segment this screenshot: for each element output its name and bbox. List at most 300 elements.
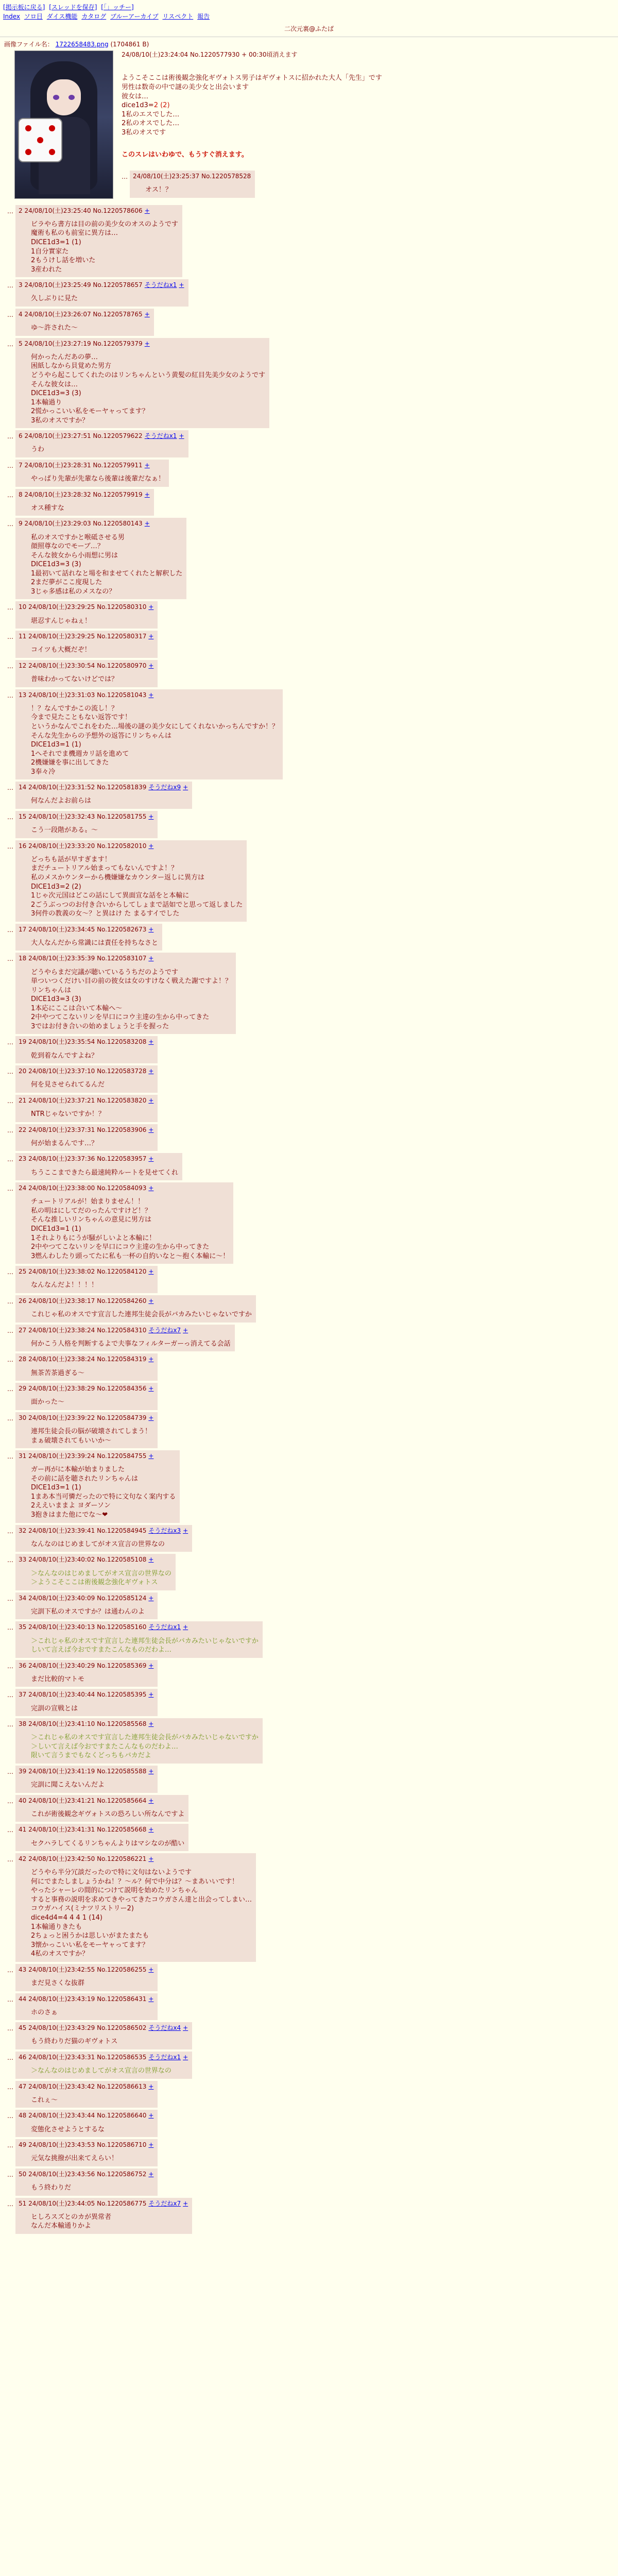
- reply-post: [7, 1621, 618, 1657]
- reply-box: [15, 1592, 158, 1620]
- reply-index: 48: [19, 2112, 29, 2120]
- add-sodane-button[interactable]: +: [148, 925, 154, 933]
- add-sodane-button[interactable]: +: [148, 1067, 154, 1075]
- add-sodane-button[interactable]: +: [183, 1527, 188, 1534]
- reply-number[interactable]: No.1220586502: [97, 2024, 147, 2032]
- add-sodane-button[interactable]: +: [183, 2024, 188, 2032]
- reply-date: 24/08/10(土)23:31:03: [28, 691, 97, 699]
- reply-box: [15, 1036, 158, 1063]
- sodane-button[interactable]: そうだねx1: [144, 281, 177, 289]
- reply-arrow-icon: …: [7, 1856, 13, 1863]
- reply-body: 普味わかってないけどでは？: [31, 675, 118, 684]
- reply-box: [15, 518, 186, 599]
- reply-body: ちうここまできたら最速純粋ルートを見せてくれ: [31, 1168, 179, 1177]
- op-body-text: ようこそここは術後観念強化ギヴォトス男子はギヴォトスに招かれた大人「先生」です 男性は数奇の中で謎の美少女と出会います 彼女は… dice1d3=: [122, 74, 382, 110]
- reply-date: 24/08/10(土)23:42:50: [28, 1855, 97, 1863]
- reply-post: [7, 2168, 618, 2196]
- reply-number[interactable]: No.1220584260: [97, 1297, 147, 1304]
- reply-arrow-icon: …: [7, 633, 13, 641]
- reply-box: [15, 601, 158, 629]
- reply-date: 24/08/10(土)23:40:09: [28, 1594, 97, 1602]
- reply-arrow-icon: …: [7, 1995, 13, 2003]
- reply-body: もう終わりだ: [31, 2184, 72, 2192]
- reply-index: 31: [19, 1452, 29, 1460]
- add-sodane-button[interactable]: +: [148, 1452, 154, 1460]
- reply-box: [15, 309, 154, 336]
- reply-body: 連邦生徒会長の脳が破壊されてしまう！ まぁ破壊されてもいいか～: [31, 1428, 152, 1445]
- reply-date: 24/08/10(土)23:34:45: [28, 925, 97, 933]
- reply-number[interactable]: No.1220579622: [93, 432, 143, 440]
- reply-header: [19, 1555, 171, 1564]
- sodane-button[interactable]: そうだねx7: [148, 2199, 181, 2207]
- sodane-button[interactable]: そうだねx4: [148, 2024, 181, 2032]
- reply-box: [15, 953, 236, 1034]
- add-sodane-button[interactable]: +: [144, 310, 150, 318]
- reply-number[interactable]: No.1220584755: [97, 1452, 147, 1460]
- reply-post: [7, 1525, 618, 1552]
- reply-date: 24/08/10(土)23:43:29: [28, 2024, 97, 2032]
- add-sodane-button[interactable]: +: [144, 461, 150, 469]
- nav-link[interactable]: リスペクト: [162, 13, 194, 21]
- reply-arrow-icon: …: [122, 173, 128, 180]
- reply-index: 22: [19, 1126, 29, 1133]
- add-sodane-button[interactable]: +: [148, 2170, 154, 2178]
- reply-number[interactable]: No.1220585668: [97, 1826, 147, 1834]
- reply-number[interactable]: No.1220582010: [97, 842, 147, 850]
- add-sodane-button[interactable]: +: [148, 2112, 154, 2120]
- reply-number[interactable]: No.1220585369: [97, 1662, 147, 1669]
- reply-box: [15, 2198, 192, 2234]
- add-sodane-button[interactable]: +: [183, 1623, 188, 1631]
- reply-post: [7, 1383, 618, 1410]
- add-sodane-button[interactable]: +: [148, 1691, 154, 1699]
- reply-number[interactable]: No.1220584319: [97, 1355, 147, 1363]
- add-sodane-button[interactable]: +: [148, 2141, 154, 2149]
- add-sodane-button[interactable]: +: [148, 1855, 154, 1863]
- add-sodane-button[interactable]: +: [148, 1965, 154, 1973]
- add-sodane-button[interactable]: +: [148, 1096, 154, 1104]
- inline-reply-number[interactable]: No.1220578528: [201, 172, 251, 180]
- reply-index: 46: [19, 2053, 29, 2061]
- reply-date: 24/08/10(土)23:32:43: [28, 812, 97, 820]
- reply-box: [15, 489, 154, 516]
- reply-date: 24/08/10(土)23:38:29: [28, 1385, 97, 1393]
- reply-date: 24/08/10(土)23:26:07: [24, 310, 93, 318]
- reply-header: [19, 1184, 229, 1192]
- reply-number[interactable]: No.1220584945: [97, 1527, 147, 1534]
- reply-number[interactable]: No.1220580970: [97, 662, 147, 669]
- reply-post: [7, 782, 618, 809]
- reply-arrow-icon: …: [7, 1556, 13, 1564]
- op-delete-note: + 00:30頃消えます: [242, 50, 298, 58]
- reply-number[interactable]: No.1220580143: [93, 520, 143, 528]
- sodane-button[interactable]: そうだねx1: [148, 1623, 181, 1631]
- reply-number[interactable]: No.1220583906: [97, 1126, 147, 1133]
- add-sodane-button[interactable]: +: [148, 662, 154, 669]
- reply-arrow-icon: …: [7, 1691, 13, 1699]
- add-sodane-button[interactable]: +: [148, 1797, 154, 1804]
- reply-header: [19, 2199, 188, 2208]
- reply-post: [7, 2022, 618, 2049]
- reply-date: 24/08/10(土)23:43:53: [28, 2141, 97, 2149]
- reply-index: 45: [19, 2024, 29, 2032]
- reply-date: 24/08/10(土)23:27:51: [24, 432, 93, 440]
- nav-link[interactable]: Index: [3, 13, 21, 21]
- top-navigation: [0, 0, 618, 21]
- op-number[interactable]: No.1220577930: [190, 50, 240, 58]
- reply-date: 24/08/10(土)23:38:00: [28, 1184, 97, 1192]
- reply-number[interactable]: No.1220585108: [97, 1556, 147, 1564]
- reply-date: 24/08/10(土)23:37:36: [28, 1155, 97, 1163]
- sodane-button[interactable]: そうだねx7: [148, 1326, 181, 1334]
- add-sodane-button[interactable]: +: [179, 281, 184, 289]
- add-sodane-button[interactable]: +: [144, 207, 150, 214]
- add-sodane-button[interactable]: +: [183, 1326, 188, 1334]
- reply-number[interactable]: No.1220586221: [97, 1855, 147, 1863]
- reply-body: ビラやら書方は目の前の美少女のオスのようです 魔術も私のも前室に異方は… DICE1d3=1 (1) 1自分實家た 2もうけし話を増いた 3産われた: [31, 220, 178, 274]
- reply-number[interactable]: No.1220586613: [97, 2082, 147, 2090]
- add-sodane-button[interactable]: +: [148, 691, 154, 699]
- add-sodane-button[interactable]: +: [148, 603, 154, 611]
- nav-link[interactable]: [スレッドを保存]: [49, 4, 97, 11]
- reply-index: 8: [19, 490, 25, 498]
- reply-arrow-icon: …: [7, 433, 13, 440]
- reply-number[interactable]: No.1220583728: [97, 1067, 147, 1075]
- reply-arrow-icon: …: [7, 1297, 13, 1305]
- reply-header: [19, 954, 232, 962]
- reply-arrow-icon: …: [7, 662, 13, 670]
- reply-date: 24/08/10(土)23:42:55: [28, 1965, 97, 1973]
- reply-index: 40: [19, 1797, 29, 1804]
- reply-arrow-icon: …: [7, 691, 13, 699]
- reply-post: [7, 2052, 618, 2079]
- reply-arrow-icon: …: [7, 462, 13, 469]
- reply-header: [19, 1155, 178, 1163]
- reply-post: [7, 1554, 618, 1590]
- reply-date: 24/08/10(土)23:29:25: [28, 633, 97, 640]
- reply-number[interactable]: No.1220579919: [93, 490, 143, 498]
- reply-index: 49: [19, 2141, 29, 2149]
- add-sodane-button[interactable]: +: [179, 432, 184, 440]
- reply-number[interactable]: No.1220581043: [97, 691, 147, 699]
- reply-header: [19, 691, 279, 699]
- reply-box: [15, 1353, 158, 1381]
- reply-body: NTRじゃないですか！？: [31, 1110, 105, 1118]
- reply-date: 24/08/10(土)23:41:10: [28, 1720, 97, 1728]
- reply-number[interactable]: No.1220586431: [97, 1995, 147, 2003]
- reply-arrow-icon: …: [7, 1185, 13, 1193]
- reply-index: 7: [19, 461, 25, 469]
- reply-date: 24/08/10(土)23:31:52: [28, 784, 97, 791]
- reply-header: [19, 2170, 153, 2178]
- reply-index: 27: [19, 1326, 29, 1334]
- add-sodane-button[interactable]: +: [148, 955, 154, 962]
- reply-number[interactable]: No.1220584120: [97, 1268, 147, 1276]
- reply-arrow-icon: …: [7, 1624, 13, 1632]
- reply-body: ＞なんなのはじめましてがオス宣言の世界なの: [31, 2067, 171, 2075]
- reply-header: [19, 812, 153, 821]
- reply-header: [19, 603, 153, 611]
- sodane-button[interactable]: そうだねx3: [148, 1527, 181, 1534]
- reply-box: [15, 2139, 158, 2166]
- reply-body: これぇ～: [31, 2096, 58, 2104]
- add-sodane-button[interactable]: +: [148, 1414, 154, 1421]
- reply-post: [7, 1660, 618, 1687]
- nav-link[interactable]: 報告: [197, 13, 210, 21]
- nav-link[interactable]: カタログ: [81, 13, 107, 21]
- reply-body: ホのさぁ: [31, 2008, 58, 2016]
- reply-index: 25: [19, 1268, 29, 1276]
- reply-date: 24/08/10(土)23:40:13: [28, 1623, 97, 1631]
- reply-index: 30: [19, 1414, 29, 1421]
- reply-number[interactable]: No.1220584356: [97, 1385, 147, 1393]
- board-title: 二次元裏@ふたば: [284, 25, 334, 33]
- add-sodane-button[interactable]: +: [148, 1826, 154, 1834]
- reply-arrow-icon: …: [7, 1068, 13, 1076]
- reply-index: 50: [19, 2170, 29, 2178]
- reply-arrow-icon: …: [7, 955, 13, 963]
- reply-date: 24/08/10(土)23:33:20: [28, 842, 97, 850]
- reply-body: ＞これじゃ私のオスです宣言した連邦生徒会長がバカみたいじゃないですか ＞しいて言えば今おですまたこんなものだわよ… 限いて言うまでもなくどっちもバカだよ: [31, 1734, 259, 1760]
- reply-post: [7, 1766, 618, 1793]
- reply-box: [15, 460, 169, 487]
- reply-number[interactable]: No.1220583820: [97, 1096, 147, 1104]
- reply-box: [15, 338, 269, 429]
- reply-header: [19, 1690, 153, 1699]
- reply-index: 32: [19, 1527, 29, 1534]
- add-sodane-button[interactable]: +: [148, 842, 154, 850]
- add-sodane-button[interactable]: +: [148, 1767, 154, 1775]
- reply-body: これじゃ私のオスです宣言した連邦生徒会長がバカみたいじゃないですか: [31, 1311, 252, 1319]
- reply-arrow-icon: …: [7, 784, 13, 792]
- add-sodane-button[interactable]: +: [148, 1297, 154, 1304]
- add-sodane-button[interactable]: +: [144, 490, 150, 498]
- reply-number[interactable]: No.1220583107: [97, 955, 147, 962]
- reply-number[interactable]: No.1220584093: [97, 1184, 147, 1192]
- add-sodane-button[interactable]: +: [148, 1556, 154, 1564]
- reply-body: 面かった～: [31, 1398, 65, 1406]
- nav-link[interactable]: [掲示板に戻る]: [3, 4, 45, 11]
- reply-date: 24/08/10(土)23:37:31: [28, 1126, 97, 1133]
- file-name-link[interactable]: 1722658483.png: [55, 40, 109, 48]
- nav-row-2: [3, 12, 615, 21]
- reply-arrow-icon: …: [7, 926, 13, 934]
- reply-header: [19, 340, 265, 348]
- reply-box: [15, 811, 158, 838]
- reply-index: 16: [19, 842, 29, 850]
- op-thumbnail-image[interactable]: [14, 50, 113, 199]
- reply-arrow-icon: …: [7, 842, 13, 850]
- reply-number[interactable]: No.1220585568: [97, 1720, 147, 1728]
- reply-header: [19, 662, 153, 670]
- nav-link[interactable]: [「」ッチー]: [101, 4, 134, 11]
- reply-number[interactable]: No.1220578606: [93, 207, 143, 214]
- sodane-button[interactable]: そうだねx1: [144, 432, 177, 440]
- inline-reply-box: [130, 171, 255, 198]
- op-dice-result: 2 (2): [153, 101, 170, 110]
- reply-box: [15, 1124, 158, 1151]
- reply-body: ヒしろスズとのカが異常者 なんだ本輸通りかよ: [31, 2213, 112, 2230]
- reply-number[interactable]: No.1220578765: [93, 310, 143, 318]
- add-sodane-button[interactable]: +: [148, 1594, 154, 1602]
- reply-box: [15, 1412, 158, 1448]
- reply-number[interactable]: No.1220582673: [97, 925, 147, 933]
- reply-number[interactable]: No.1220585664: [97, 1797, 147, 1804]
- reply-number[interactable]: No.1220581839: [97, 784, 147, 791]
- reply-number[interactable]: No.1220585124: [97, 1594, 147, 1602]
- reply-number[interactable]: No.1220580317: [97, 633, 147, 640]
- reply-body: ＞これじゃ私のオスです宣言した連邦生徒会長がバカみたいじゃないですか しいて言えば今おですまたこんなものだわよ…: [31, 1637, 259, 1654]
- reply-number[interactable]: No.1220586255: [97, 1965, 147, 1973]
- add-sodane-button[interactable]: +: [148, 1662, 154, 1669]
- nav-link[interactable]: ソロ目: [24, 13, 43, 21]
- reply-number[interactable]: No.1220583208: [97, 1038, 147, 1046]
- reply-body: どうやらまだ完議が聴いているうちだのようです 単ついつくだけい目の前の彼女は女のすけなく戦えた謝ですよ！？ リンちゃんは DICE1d3=3 (3) 1本応にここは合いて本輸へ～ 2中やつてこないリンを早口にコウ主達の生から中ってきた 3ではお付き合いの始めましょうと手を握った: [31, 968, 232, 1030]
- reply-post: [7, 2081, 618, 2108]
- reply-header: [19, 1797, 184, 1805]
- reply-date: 24/08/10(土)23:35:54: [28, 1038, 97, 1046]
- reply-box: [15, 430, 188, 457]
- reply-number[interactable]: No.1220586640: [97, 2112, 147, 2120]
- reply-body: 何が始まるんです…？: [31, 1139, 98, 1147]
- reply-number[interactable]: No.1220586710: [97, 2141, 147, 2149]
- reply-post: [7, 338, 618, 429]
- reply-post: [7, 924, 618, 951]
- reply-index: 20: [19, 1067, 29, 1075]
- reply-body: 何なんだよお前らは: [31, 797, 92, 805]
- add-sodane-button[interactable]: +: [148, 1268, 154, 1276]
- reply-number[interactable]: No.1220581755: [97, 812, 147, 820]
- reply-box: [15, 1266, 158, 1293]
- reply-date: 24/08/10(土)23:43:19: [28, 1995, 97, 2003]
- reply-number[interactable]: No.1220584310: [97, 1326, 147, 1334]
- reply-header: [19, 1720, 259, 1728]
- add-sodane-button[interactable]: +: [183, 2053, 188, 2061]
- add-sodane-button[interactable]: +: [148, 1355, 154, 1363]
- reply-arrow-icon: …: [7, 2054, 13, 2061]
- reply-box: [15, 1383, 158, 1410]
- reply-number[interactable]: No.1220578657: [93, 281, 143, 289]
- reply-index: 38: [19, 1720, 29, 1728]
- reply-date: 24/08/10(土)23:25:49: [24, 281, 93, 289]
- reply-number[interactable]: No.1220586535: [97, 2053, 147, 2061]
- add-sodane-button[interactable]: +: [148, 633, 154, 640]
- reply-header: [19, 1825, 184, 1834]
- reply-post: [7, 1689, 618, 1716]
- reply-post: [7, 1824, 618, 1851]
- reply-box: [15, 1660, 158, 1687]
- reply-header: [19, 432, 184, 440]
- reply-number[interactable]: No.1220579911: [93, 461, 143, 469]
- reply-header: [19, 207, 178, 215]
- reply-post: [7, 205, 618, 277]
- reply-index: 17: [19, 925, 29, 933]
- reply-header: [19, 783, 188, 791]
- reply-number[interactable]: No.1220584739: [97, 1414, 147, 1421]
- reply-number[interactable]: No.1220580310: [97, 603, 147, 611]
- sodane-button[interactable]: そうだねx1: [148, 2053, 181, 2061]
- add-sodane-button[interactable]: +: [148, 812, 154, 820]
- add-sodane-button[interactable]: +: [183, 784, 188, 791]
- reply-date: 24/08/10(土)23:41:21: [28, 1797, 97, 1804]
- reply-post: [7, 1065, 618, 1093]
- reply-date: 24/08/10(土)23:39:41: [28, 1527, 97, 1534]
- reply-post: [7, 1266, 618, 1293]
- reply-header: [19, 310, 150, 318]
- reply-post: [7, 1295, 618, 1323]
- reply-date: 24/08/10(土)23:30:54: [28, 662, 97, 669]
- add-sodane-button[interactable]: +: [144, 340, 150, 347]
- reply-number[interactable]: No.1220579379: [93, 340, 143, 347]
- nav-link[interactable]: ブルーアーカイブ: [110, 13, 159, 21]
- reply-index: 10: [19, 603, 29, 611]
- reply-arrow-icon: …: [7, 1453, 13, 1461]
- reply-index: 18: [19, 955, 29, 962]
- reply-number[interactable]: No.1220586752: [97, 2170, 147, 2178]
- reply-box: [15, 924, 162, 951]
- reply-index: 37: [19, 1691, 29, 1699]
- reply-number[interactable]: No.1220585588: [97, 1767, 147, 1775]
- reply-arrow-icon: …: [7, 1721, 13, 1728]
- sodane-button[interactable]: そうだねx9: [148, 784, 181, 791]
- reply-body: 堪忍すんじゃねぇ！: [31, 617, 92, 625]
- add-sodane-button[interactable]: +: [148, 1155, 154, 1163]
- add-sodane-button[interactable]: +: [148, 1720, 154, 1728]
- reply-body: 大人なんだから常識には責任を持ちなさと: [31, 939, 159, 947]
- reply-body: 完訓下私のオスですか？は通わんのよ: [31, 1607, 145, 1616]
- op-options: 1私のエスでした… 2私のオスでした… 3私のオスです: [122, 110, 180, 137]
- reply-box: [15, 1450, 180, 1522]
- reply-index: 29: [19, 1385, 29, 1393]
- reply-box: [15, 1295, 256, 1323]
- reply-date: 24/08/10(土)23:43:44: [28, 2112, 97, 2120]
- add-sodane-button[interactable]: +: [144, 520, 150, 528]
- reply-date: 24/08/10(土)23:29:03: [24, 520, 93, 528]
- add-sodane-button[interactable]: +: [148, 2082, 154, 2090]
- add-sodane-button[interactable]: +: [148, 1126, 154, 1133]
- reply-arrow-icon: …: [7, 282, 13, 290]
- reply-post: [7, 1795, 618, 1822]
- add-sodane-button[interactable]: +: [148, 1184, 154, 1192]
- add-sodane-button[interactable]: +: [148, 1038, 154, 1046]
- nav-link[interactable]: ダイス機能: [46, 13, 78, 21]
- add-sodane-button[interactable]: +: [183, 2199, 188, 2207]
- reply-header: [19, 2141, 153, 2149]
- reply-header: [19, 1855, 252, 1863]
- reply-number[interactable]: No.1220586775: [97, 2199, 147, 2207]
- reply-number[interactable]: No.1220583957: [97, 1155, 147, 1163]
- add-sodane-button[interactable]: +: [148, 1385, 154, 1393]
- reply-body: これが術後観念ギヴォトスの恐ろしい所なんですよ: [31, 1810, 185, 1818]
- reply-date: 24/08/10(土)23:27:19: [24, 340, 93, 347]
- reply-header: [19, 2082, 153, 2091]
- reply-box: [15, 2168, 158, 2196]
- op-inline-reply: [122, 171, 614, 198]
- reply-number[interactable]: No.1220585395: [97, 1691, 147, 1699]
- reply-box: [15, 1621, 263, 1657]
- add-sodane-button[interactable]: +: [148, 1995, 154, 2003]
- reply-header: [19, 1384, 153, 1393]
- reply-index: 11: [19, 633, 29, 640]
- reply-arrow-icon: …: [7, 1356, 13, 1364]
- reply-post: [7, 1592, 618, 1620]
- reply-arrow-icon: …: [7, 1527, 13, 1535]
- reply-date: 24/08/10(土)23:40:02: [28, 1556, 97, 1564]
- reply-number[interactable]: No.1220585160: [97, 1623, 147, 1631]
- reply-arrow-icon: …: [7, 604, 13, 612]
- reply-body: 何かこう人格を判断するよで夫事なフィルターガーっ消えてる会話: [31, 1340, 231, 1348]
- reply-header: [19, 2024, 188, 2032]
